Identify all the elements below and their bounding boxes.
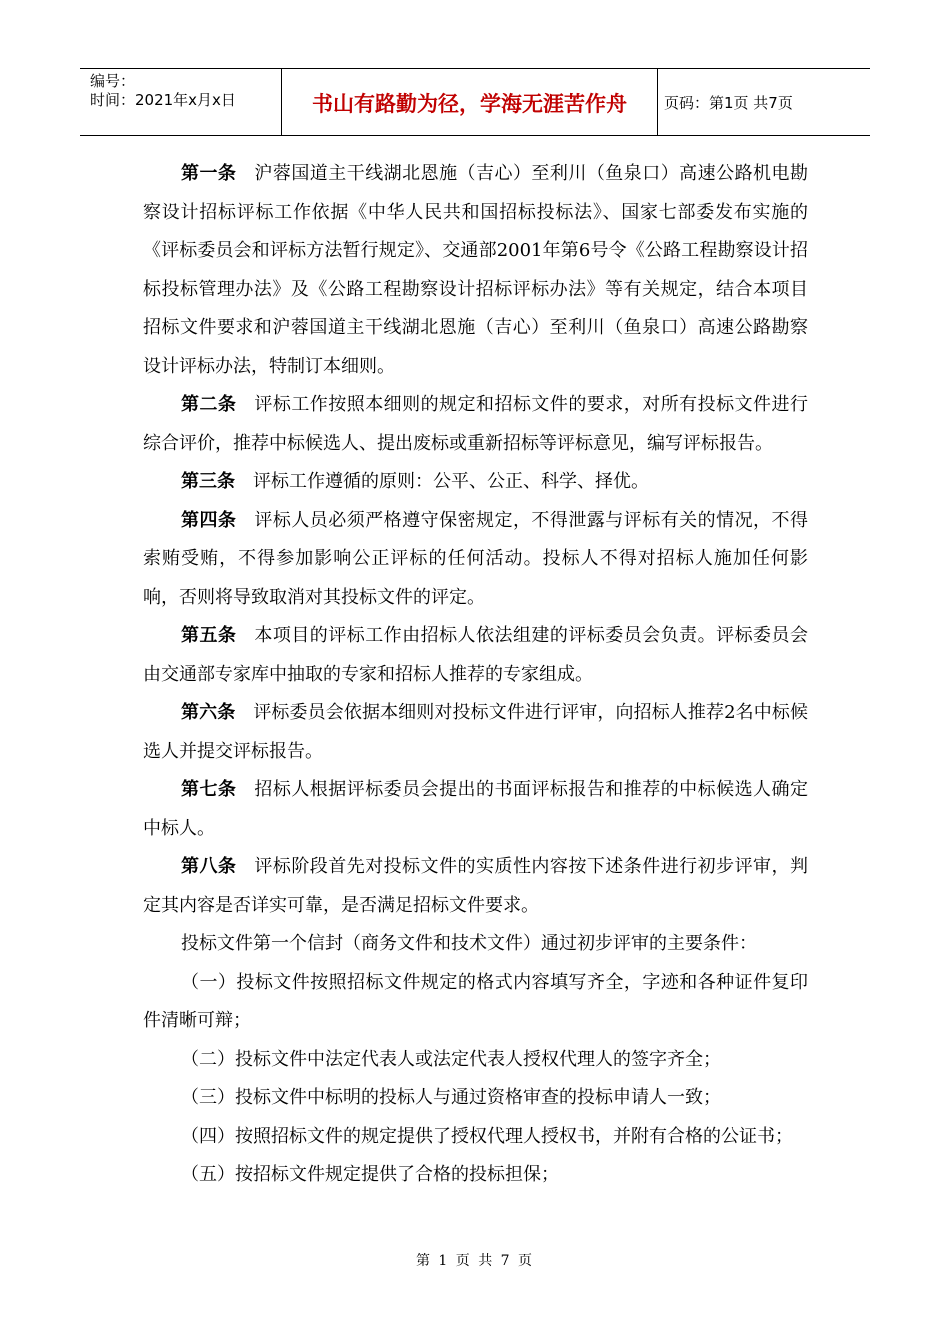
article-text: 评标工作遵循的原则：公平、公正、科学、择优。: [253, 471, 649, 492]
article-text: 本项目的评标工作由招标人依法组建的评标委员会负责。评标委员会由交通部专家库中抽取的专家和招标人推荐的专家组成。: [143, 625, 808, 685]
condition-item: （三）投标文件中标明的投标人与通过资格审查的投标申请人一致；: [181, 1087, 721, 1108]
article-7: [143, 771, 808, 848]
article-6: [143, 694, 808, 771]
condition-item: （一）投标文件按照招标文件规定的格式内容填写齐全，字迹和各种证件复印件清晰可辩；: [143, 971, 808, 1031]
article-title: 第六条: [181, 702, 236, 723]
header-page-info: 页码：第1页 共7页: [664, 93, 793, 112]
article-8: [143, 848, 808, 925]
article-3: [143, 463, 808, 502]
article-text: 评标人员必须严格遵守保密规定，不得泄露与评标有关的情况，不得索贿受贿，不得参加影响公正评标的任何活动。投标人不得对招标人施加任何影响，否则将导致取消对其投标文件的评定。: [143, 509, 808, 608]
document-time-label: 时间：2021年x月x日: [90, 91, 236, 109]
header-meta: [80, 69, 282, 135]
article-2: [143, 386, 808, 463]
article-1: [143, 155, 808, 386]
article-5: [143, 617, 808, 694]
article-title: 第五条: [181, 625, 237, 646]
article-text: 招标人根据评标委员会提出的书面评标报告和推荐的中标候选人确定中标人。: [143, 779, 808, 839]
condition-item: （二）投标文件中法定代表人或法定代表人授权代理人的签字齐全；: [181, 1048, 721, 1070]
article-text: 评标阶段首先对投标文件的实质性内容按下述条件进行初步评审，判定其内容是否详实可靠，是否满足招标文件要求。: [143, 856, 808, 916]
article-title: 第七条: [181, 779, 237, 800]
condition-item: （五）按招标文件规定提供了合格的投标担保；: [181, 1164, 559, 1185]
document-number-label: 编号：: [90, 72, 136, 90]
article-text: 评标工作按照本细则的规定和招标文件的要求，对所有投标文件进行综合评价，推荐中标候选人、提出废标或重新招标等评标意见，编写评标报告。: [143, 394, 808, 454]
article-text: 沪蓉国道主干线湖北恩施（吉心）至利川（鱼泉口）高速公路机电勘察设计招标评标工作依据《中华人民共和国招标投标法》、国家七部委发布实施的《评标委员会和评标方法暂行规定》、交通部2001年第6号令《公路工程勘察设计招标投标管理办法》及《公路工程勘察设计招标评标办法》等有关规定，结合本项目招标文件要求和沪蓉国道主干线湖北恩施（吉心）至利川（鱼泉口）高速公路勘察设计评标办法，特制订本细则。: [143, 163, 808, 377]
article-title: 第一条: [181, 163, 237, 184]
article-title: 第三条: [181, 471, 235, 492]
conditions-intro: 投标文件第一个信封（商务文件和技术文件）通过初步评审的主要条件：: [181, 933, 757, 954]
header-motto: 书山有路勤为径，学海无涯苦作舟: [282, 69, 658, 135]
article-title: 第八条: [181, 856, 237, 877]
article-title: 第二条: [181, 394, 237, 415]
condition-item: （四）按照招标文件的规定提供了授权代理人授权书，并附有合格的公证书；: [181, 1125, 793, 1147]
page-header: [80, 68, 870, 136]
article-4: [143, 502, 808, 618]
article-text: 评标委员会依据本细则对投标文件进行评审，向招标人推荐2名中标候选人并提交评标报告。: [143, 702, 809, 762]
document-body: [143, 155, 808, 1195]
page-footer: 第 1 页 共 7 页: [415, 1253, 535, 1269]
article-title: 第四条: [181, 509, 237, 531]
